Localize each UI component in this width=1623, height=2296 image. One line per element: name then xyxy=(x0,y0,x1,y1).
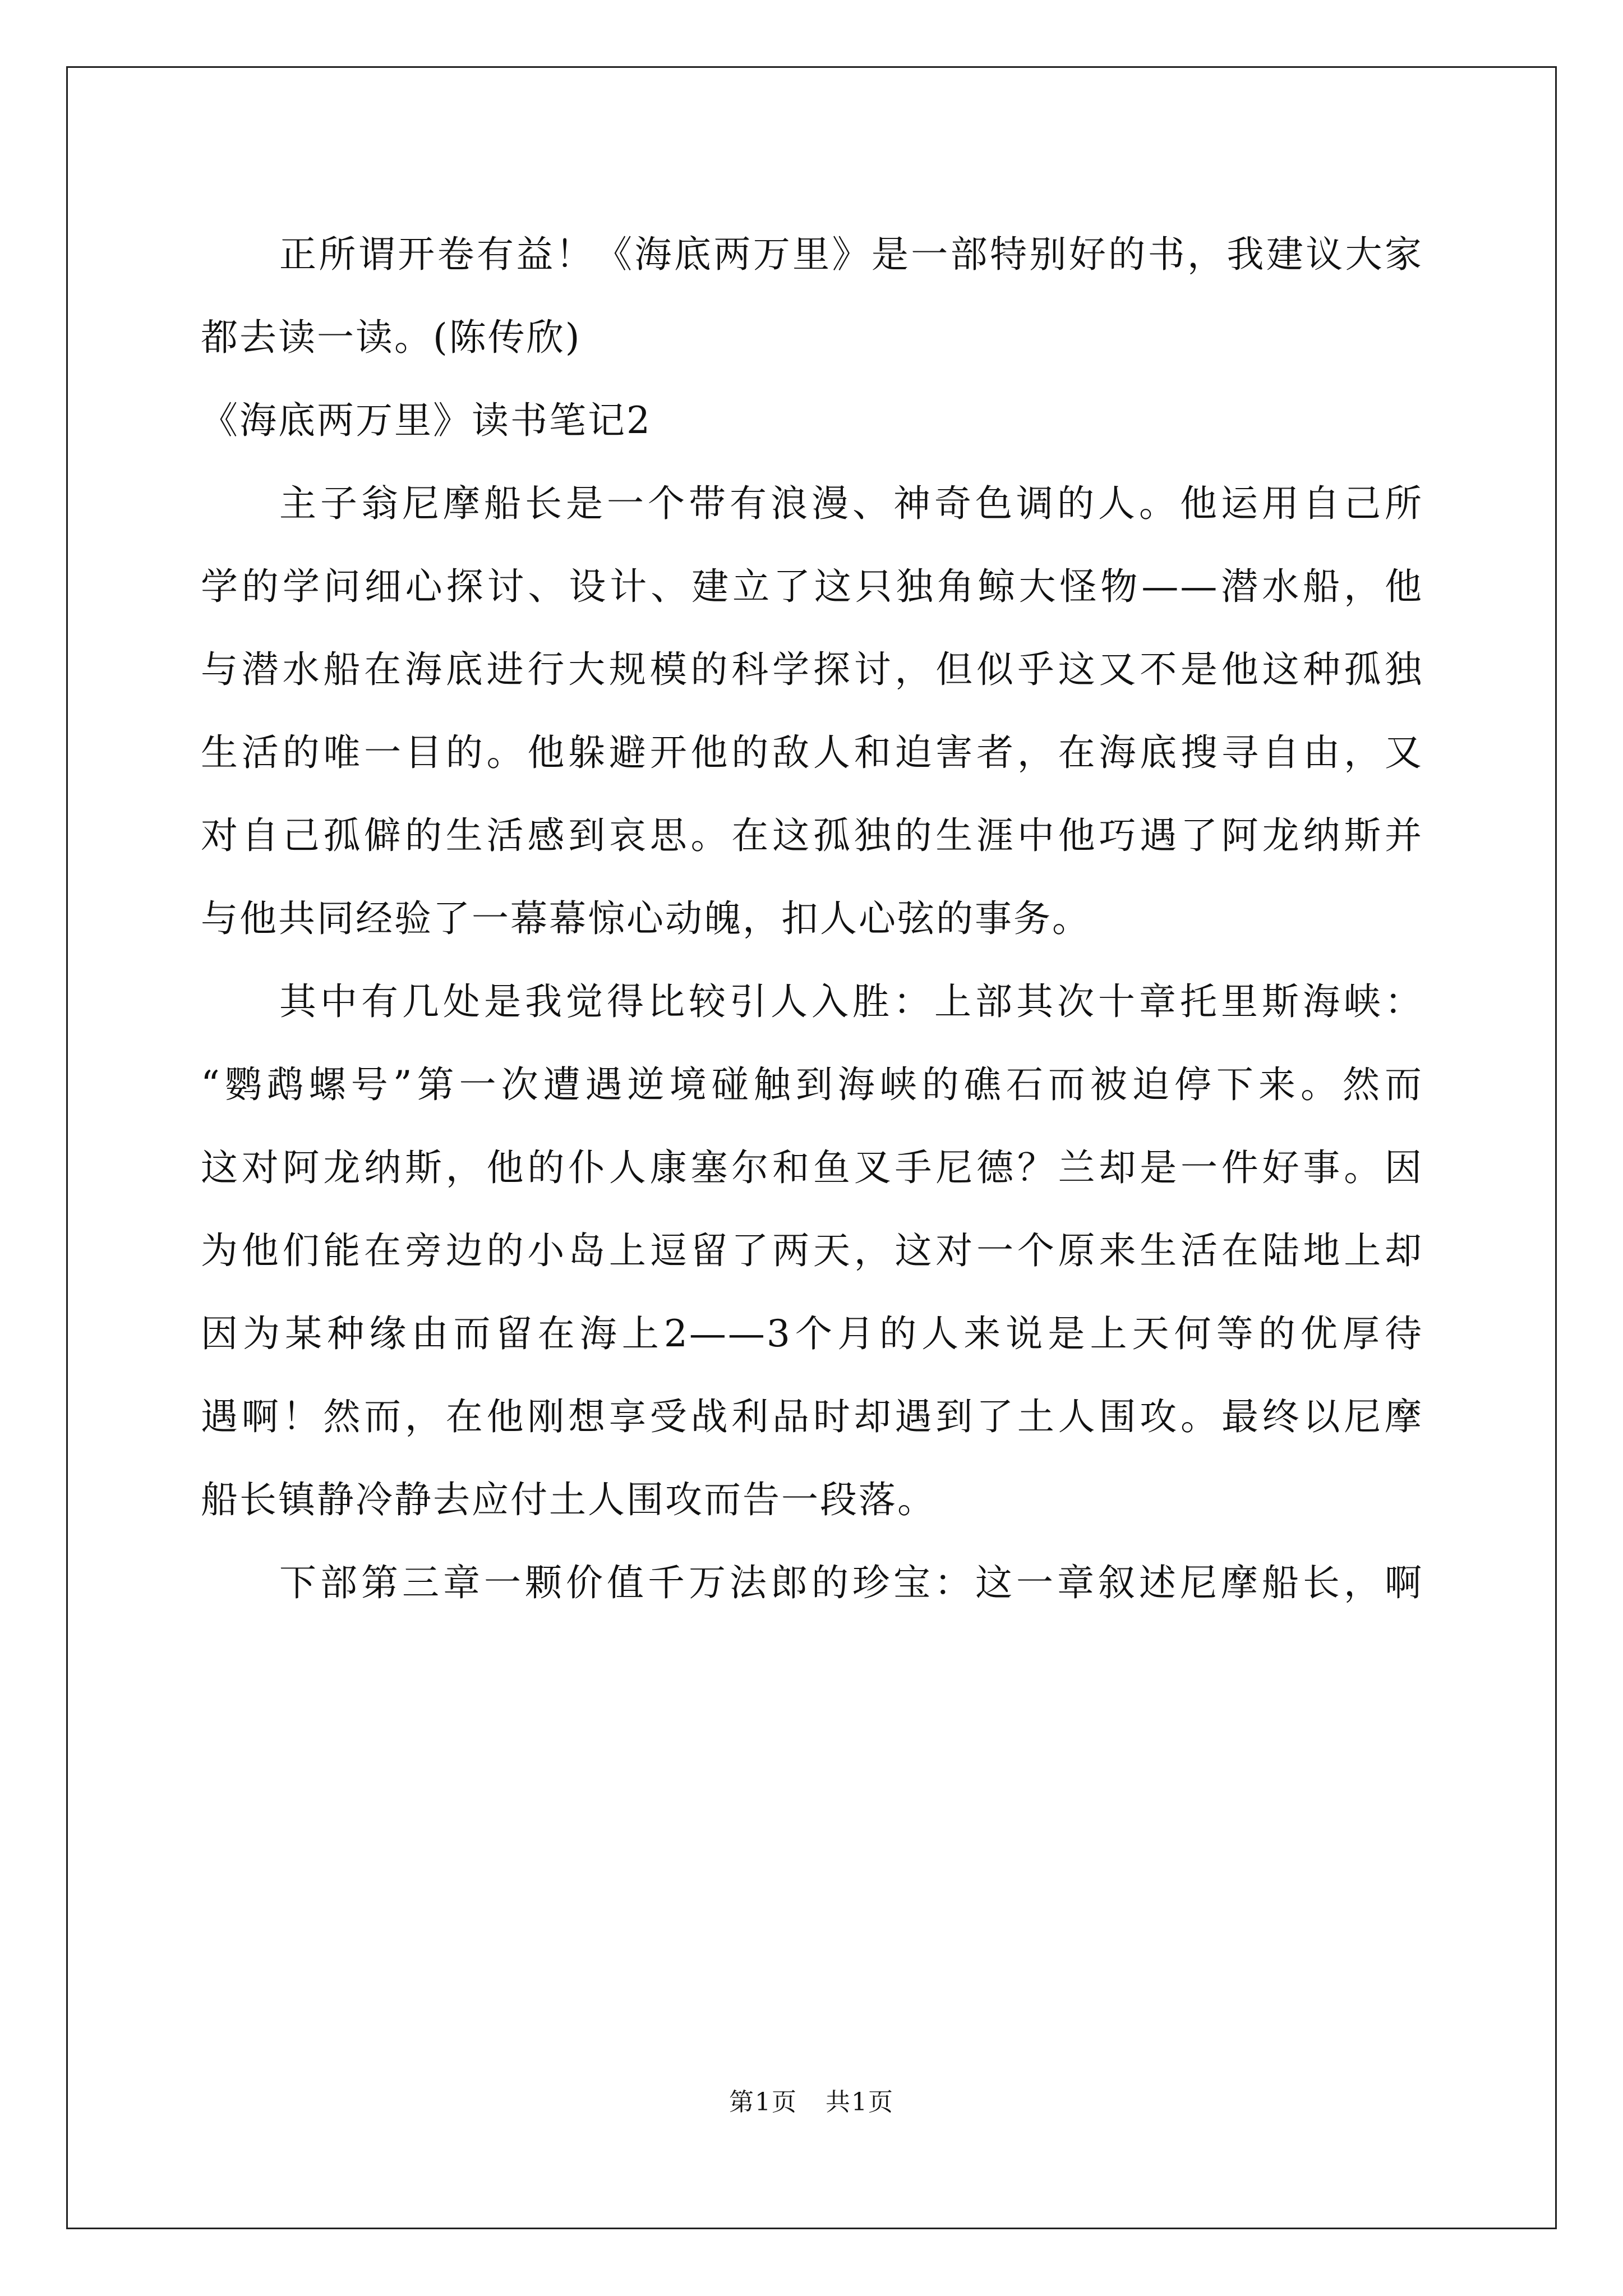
paragraph-line: “鹦鹉螺号”第一次遭遇逆境碰触到海峡的礁石而被迫停下来。然而 xyxy=(201,1063,1423,1106)
paragraph-line: 为他们能在旁边的小岛上逗留了两天，这对一个原来生活在陆地上却 xyxy=(201,1229,1423,1272)
paragraph-line: 正所谓开卷有益！《海底两万里》是一部特别好的书，我建议大家 xyxy=(279,233,1423,276)
paragraph-line: 与潜水船在海底进行大规模的科学探讨，但似乎这又不是他这种孤独 xyxy=(201,648,1423,691)
paragraph-line: 因为某种缘由而留在海上2——3个月的人来说是上天何等的优厚待 xyxy=(201,1312,1423,1355)
section-heading: 《海底两万里》读书笔记2 xyxy=(201,399,652,442)
paragraph-line: 对自己孤僻的生活感到哀思。在这孤独的生涯中他巧遇了阿龙纳斯并 xyxy=(201,814,1423,857)
paragraph-line: 下部第三章一颗价值千万法郎的珍宝：这一章叙述尼摩船长，啊 xyxy=(279,1561,1423,1604)
paragraph-line: 学的学问细心探讨、设计、建立了这只独角鲸大怪物——潜水船，他 xyxy=(201,565,1423,608)
paragraph-line: 其中有几处是我觉得比较引人入胜：上部其次十章托里斯海峡： xyxy=(279,980,1423,1023)
page-footer xyxy=(0,2086,1623,2119)
paragraph-line: 遇啊！然而，在他刚想享受战利品时却遇到了土人围攻。最终以尼摩 xyxy=(201,1395,1423,1438)
page-total: 共1页 xyxy=(826,2088,894,2116)
paragraph-line: 都去读一读。(陈传欣) xyxy=(201,316,582,359)
paragraph-line: 主子翁尼摩船长是一个带有浪漫、神奇色调的人。他运用自己所 xyxy=(279,482,1423,525)
document-body xyxy=(201,213,1423,1625)
page-number: 第1页 xyxy=(729,2088,797,2116)
paragraph-line: 这对阿龙纳斯，他的仆人康塞尔和鱼叉手尼德？兰却是一件好事。因 xyxy=(201,1146,1423,1189)
paragraph-line: 船长镇静冷静去应付土人围攻而告一段落。 xyxy=(201,1478,936,1521)
paragraph-line: 生活的唯一目的。他躲避开他的敌人和迫害者，在海底搜寻自由，又 xyxy=(201,731,1423,774)
paragraph-line: 与他共同经验了一幕幕惊心动魄，扣人心弦的事务。 xyxy=(201,897,1091,940)
